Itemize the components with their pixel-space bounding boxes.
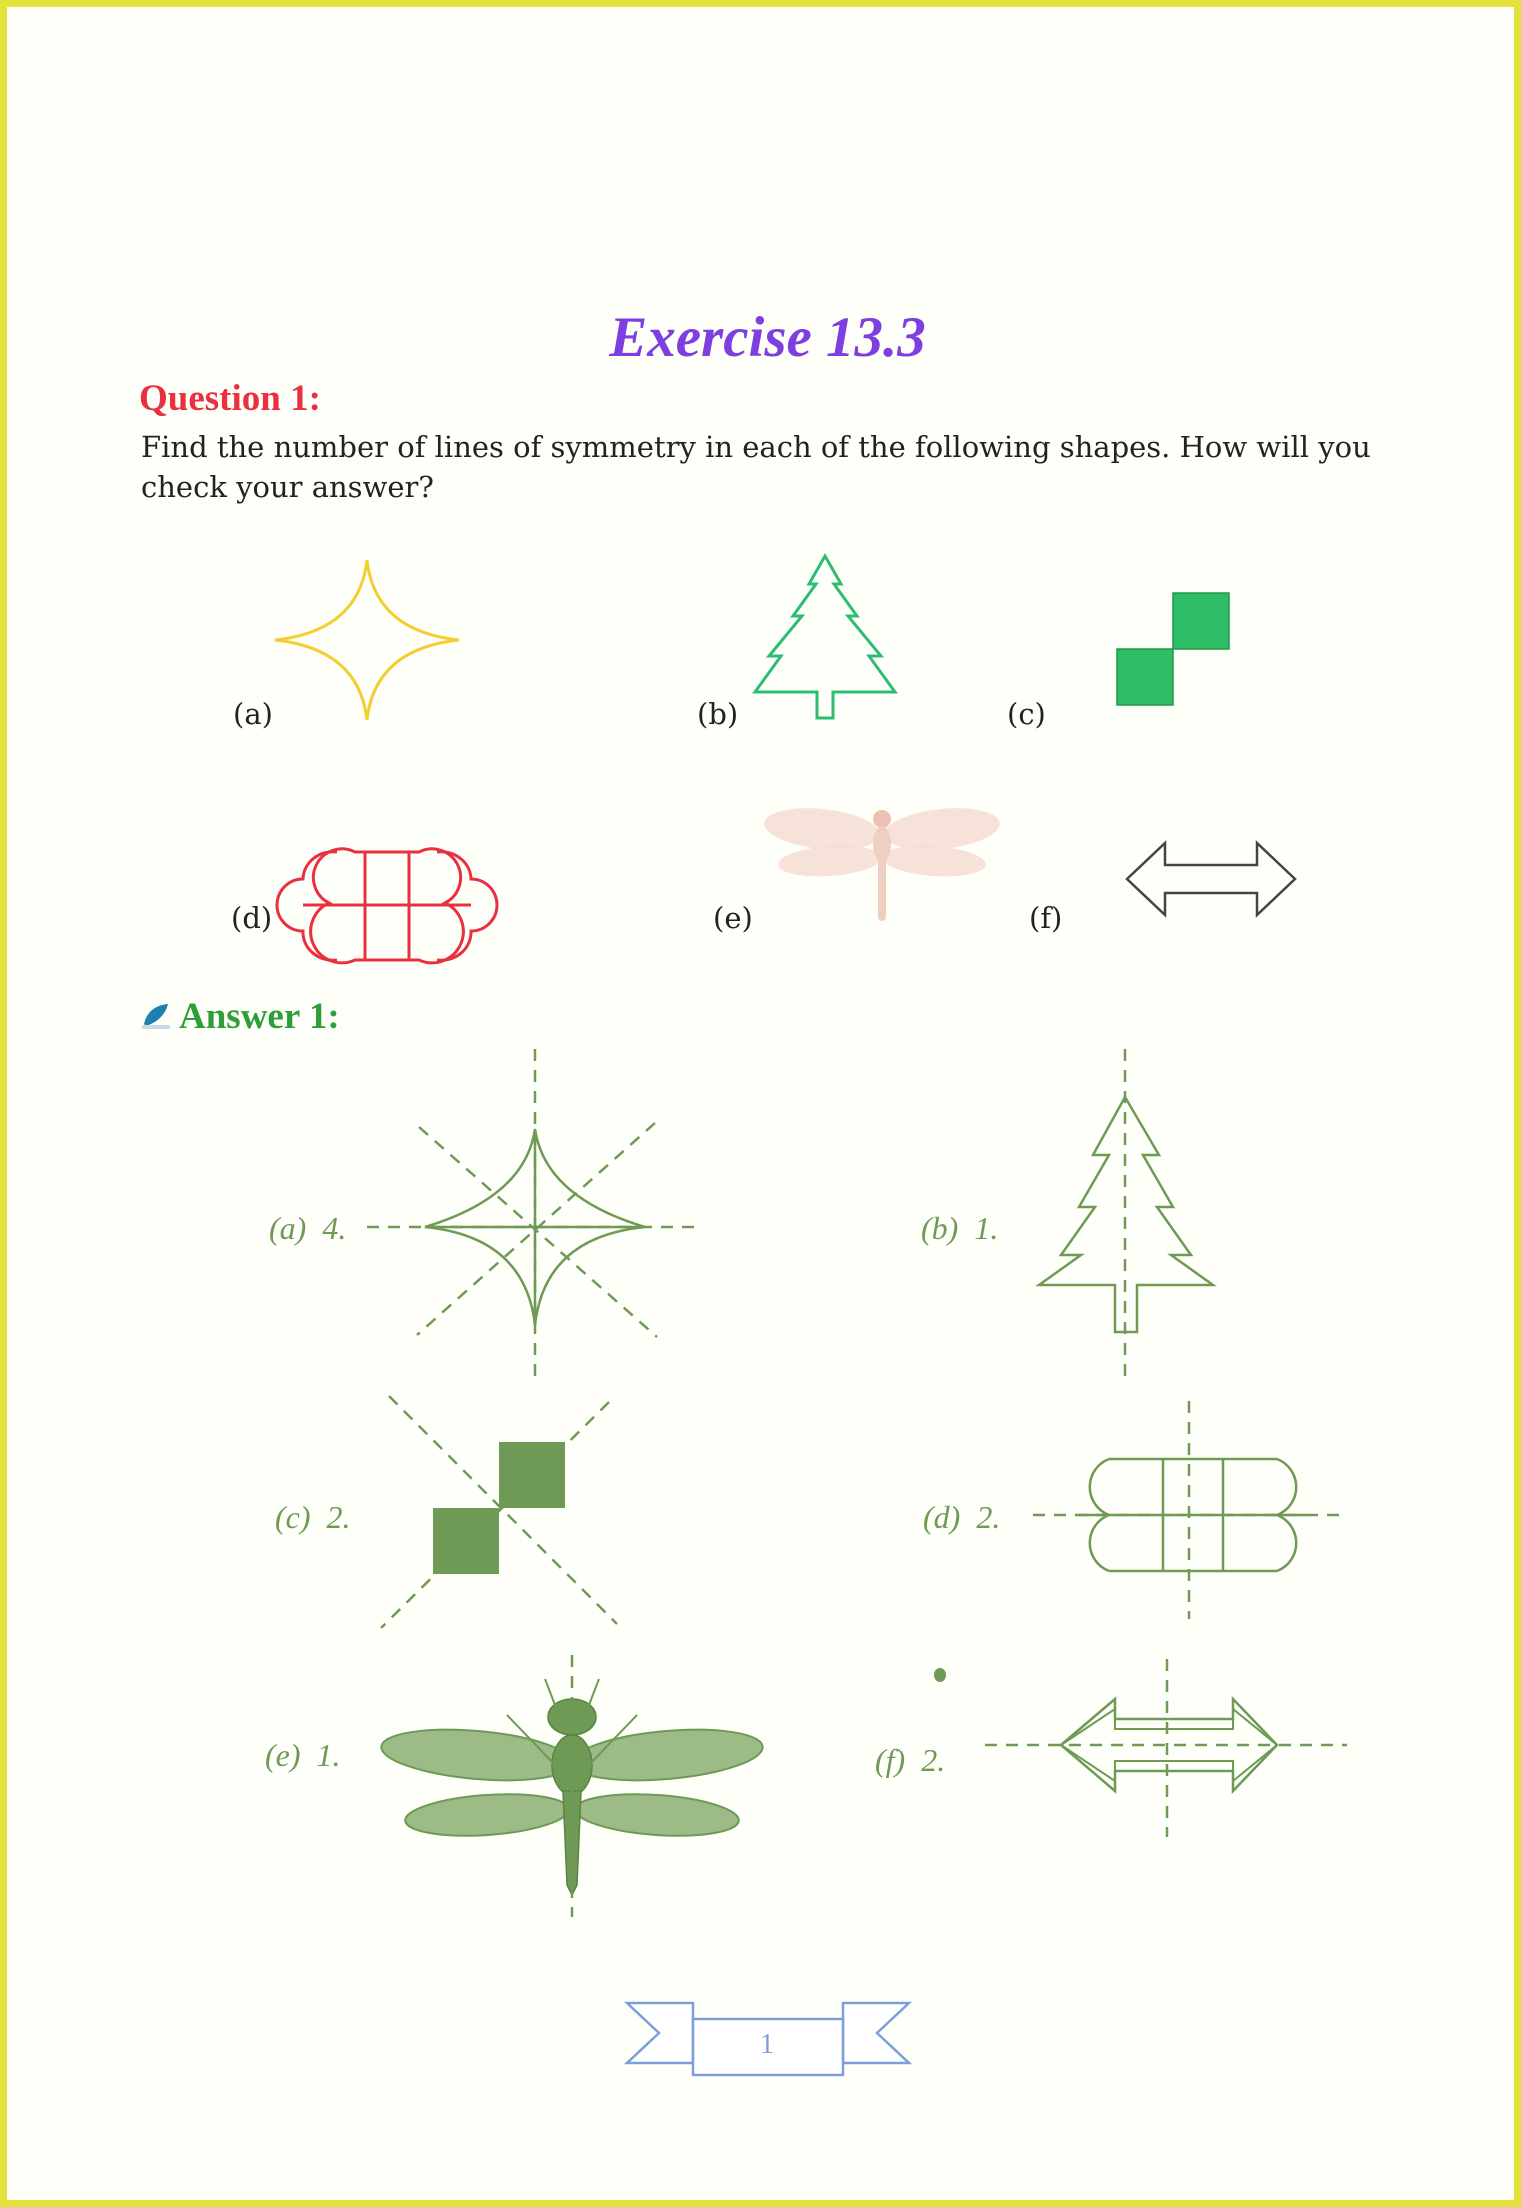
figure-label-d: (d) (231, 901, 273, 935)
answer-label-f: (f) 2. (875, 1742, 946, 1778)
answer-label-c: (c) 2. (275, 1499, 351, 1535)
answer-arrow-figure (983, 1657, 1349, 1837)
answer-label-d: (d) 2. (923, 1499, 1001, 1535)
question-text: Find the number of lines of symmetry in each of the following shapes. How will you check your answer? (141, 430, 1371, 504)
page-number: 1 (760, 2029, 774, 2060)
answer-star-figure (367, 1047, 697, 1382)
answer-cloud-figure (1027, 1397, 1347, 1622)
answer-label-a: (a) 4. (269, 1210, 347, 1246)
leaf-logo-icon (140, 1002, 174, 1030)
answer-squares-figure (377, 1392, 627, 1632)
two-squares-figure (1115, 592, 1235, 712)
four-point-star-figure (267, 555, 467, 725)
answer-tree-figure (1027, 1047, 1227, 1382)
dragonfly-figure (762, 799, 1002, 929)
tree-figure (747, 552, 907, 722)
figure-label-e: (e) (713, 901, 753, 935)
figure-label-a: (a) (233, 697, 273, 731)
answer-label-b: (b) 1. (921, 1210, 999, 1246)
cloud-figure (297, 847, 477, 967)
answer-label-e: (e) 1. (265, 1737, 341, 1773)
page-title: Exercise 13.3 (609, 306, 926, 369)
figure-label-f: (f) (1029, 901, 1063, 935)
figure-label-b: (b) (697, 697, 739, 731)
ink-dot-mark (933, 1667, 947, 1683)
figure-label-c: (c) (1007, 697, 1046, 731)
answer-dragonfly-figure (377, 1655, 767, 1917)
double-arrow-figure (1125, 839, 1297, 919)
question-heading: Question 1: (139, 378, 321, 419)
answer-heading: Answer 1: (179, 996, 340, 1037)
